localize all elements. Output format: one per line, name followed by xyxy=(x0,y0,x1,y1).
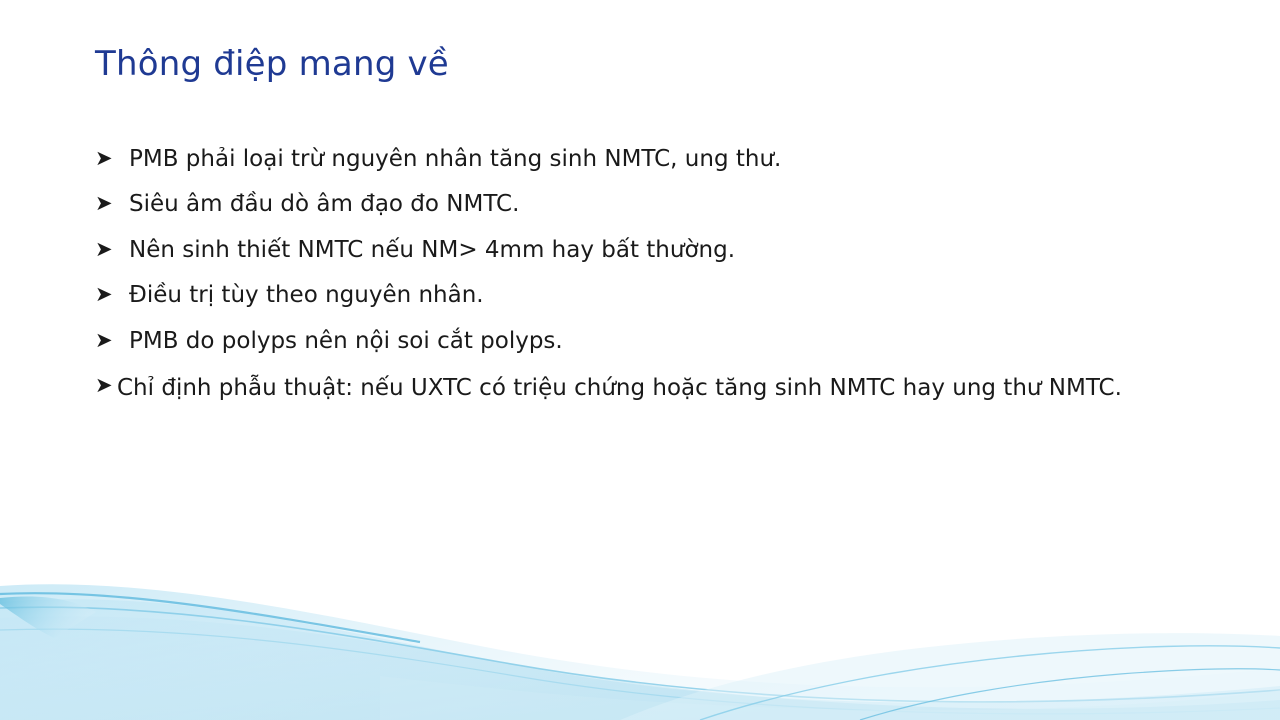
list-item xyxy=(95,145,1180,174)
arrow-bullet-icon: ➤ xyxy=(95,191,113,216)
arrow-bullet-icon: ➤ xyxy=(95,327,113,352)
arrow-bullet-icon: ➤ xyxy=(95,146,113,170)
list-item xyxy=(95,236,1180,265)
list-item-label: Điều trị tùy theo nguyên nhân. xyxy=(129,282,484,309)
bullet-list xyxy=(95,145,1180,421)
arrow-bullet-icon: ➤ xyxy=(95,282,113,307)
list-item-label: PMB phải loại trừ nguyên nhân tăng sinh NMTC, ung thư. xyxy=(129,146,782,172)
list-item-label: Siêu âm đầu dò âm đạo đo NMTC. xyxy=(129,191,520,218)
list-item-label: Chỉ định phẫu thuật: nếu UXTC có triệu chứng hoặc tăng sinh NMTC hay ung thư NMTC. xyxy=(117,375,1122,402)
list-item-label: Nên sinh thiết NMTC nếu NM> 4mm hay bất thường. xyxy=(129,236,736,263)
list-item xyxy=(95,190,1180,219)
arrow-bullet-icon: ➤ xyxy=(95,236,113,261)
page-title: Thông điệp mang về xyxy=(95,44,449,84)
list-item xyxy=(95,327,1180,356)
decorative-wave-graphic xyxy=(0,490,1280,720)
arrow-bullet-icon: ➤ xyxy=(95,373,113,398)
list-item-label: PMB do polyps nên nội soi cắt polyps. xyxy=(129,327,563,354)
list-item xyxy=(95,372,1180,405)
list-item xyxy=(95,281,1180,310)
